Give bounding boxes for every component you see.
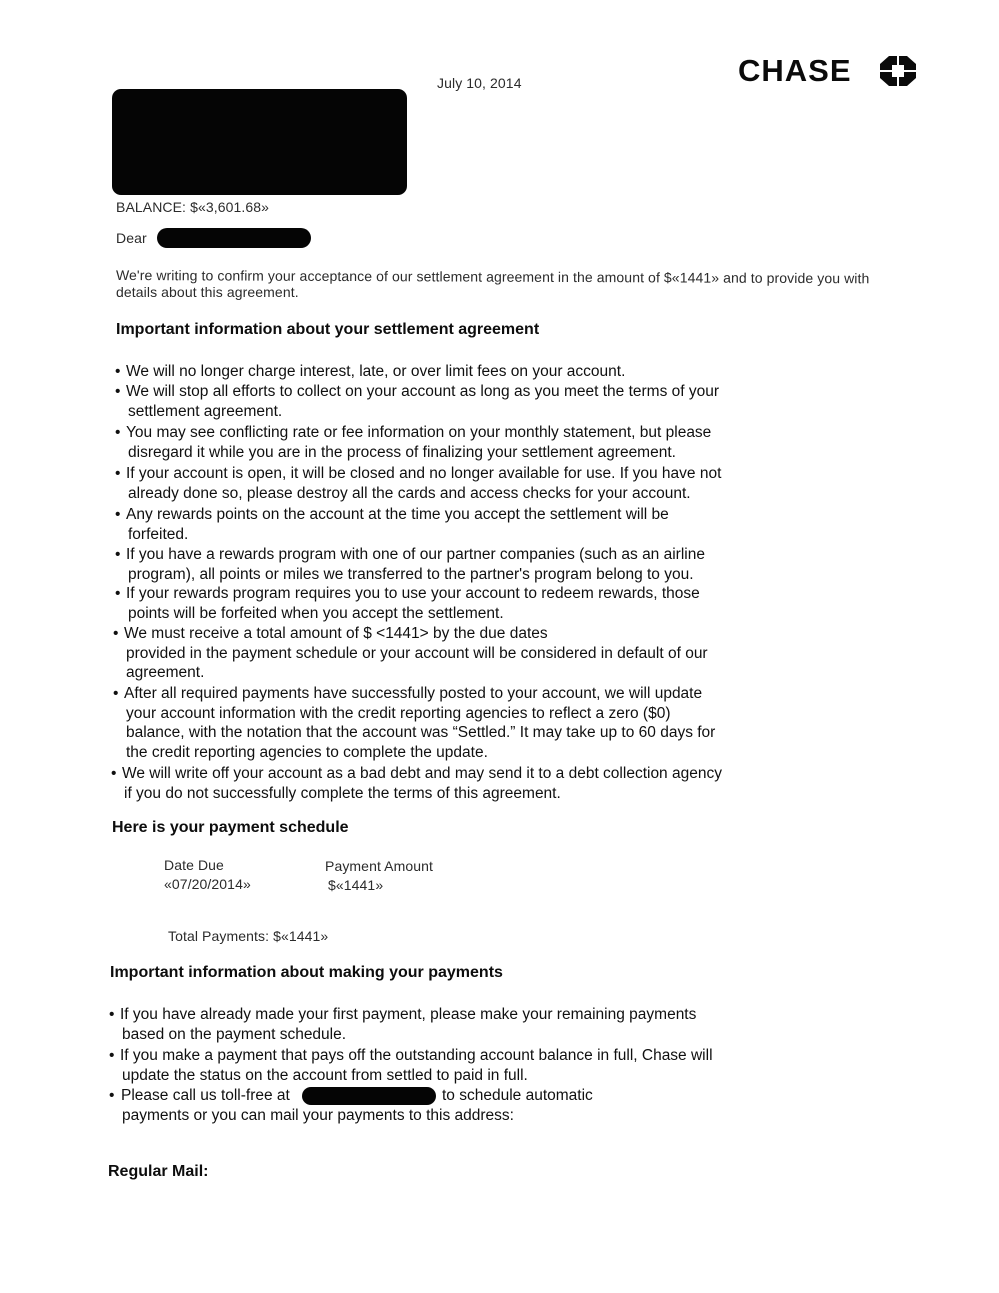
bullet-dot: • bbox=[115, 383, 121, 400]
redacted-phone bbox=[302, 1087, 436, 1105]
bullet-item bbox=[109, 1046, 713, 1085]
bullet-line: Any rewards points on the account at the time you accept the settlement will be bbox=[126, 506, 669, 523]
bullet-item bbox=[111, 764, 722, 803]
schedule-row-amount: $«1441» bbox=[328, 877, 384, 893]
bullet-line: If your account is open, it will be closed and no longer available for use. If you have not bbox=[126, 465, 722, 482]
balance-label: BALANCE: bbox=[116, 199, 187, 215]
bullet-line: your account information with the credit reporting agencies to reflect a zero ($0) bbox=[126, 704, 671, 722]
bullet-dot: • bbox=[109, 1047, 115, 1064]
bullet-line: You may see conflicting rate or fee information on your monthly statement, but please bbox=[126, 424, 712, 441]
bullet-dot: • bbox=[115, 465, 121, 482]
bullet-item bbox=[115, 362, 625, 382]
bullet-line: We will write off your account as a bad debt and may send it to a debt collection agency bbox=[122, 765, 722, 782]
bullet-dot: • bbox=[109, 1006, 115, 1023]
bullet-item bbox=[109, 1005, 696, 1044]
bullet-line: If you have already made your first payment, please make your remaining payments bbox=[120, 1006, 697, 1023]
bullet-item bbox=[115, 464, 721, 503]
balance-line bbox=[116, 199, 269, 215]
bullet-dot: • bbox=[115, 363, 121, 380]
bullet-line: the credit reporting agencies to complete the update. bbox=[126, 743, 488, 761]
salutation: Dear bbox=[116, 230, 147, 246]
regular-mail-heading: Regular Mail: bbox=[108, 1163, 209, 1180]
bullet-dot: • bbox=[109, 1087, 115, 1104]
bullet-line: already done so, please destroy all the cards and access checks for your account. bbox=[128, 484, 691, 502]
col-date-due: Date Due bbox=[164, 857, 224, 873]
bullet-item bbox=[113, 684, 715, 762]
bullet-line: We will stop all efforts to collect on your account as long as you meet the terms of your bbox=[126, 383, 720, 400]
bullet-line: forfeited. bbox=[128, 525, 189, 543]
chase-octagon-icon bbox=[880, 56, 916, 86]
payments-heading: Important information about making your payments bbox=[110, 964, 503, 981]
bullet-line: We must receive a total amount of $ <1441> by the due dates bbox=[124, 625, 548, 642]
bullet-item bbox=[115, 584, 700, 623]
bullet-dot: • bbox=[115, 546, 121, 563]
call-prefix: Please call us toll-free at bbox=[121, 1087, 290, 1104]
bullet-item bbox=[115, 505, 669, 544]
total-payments bbox=[168, 928, 328, 944]
bullet-line: settlement agreement. bbox=[128, 402, 283, 420]
schedule-row-date: «07/20/2014» bbox=[164, 876, 251, 892]
call-suffix: to schedule automatic bbox=[442, 1087, 593, 1104]
bullet-line: disregard it while you are in the process of finalizing your settlement agreement. bbox=[128, 443, 676, 461]
bullet-item bbox=[113, 624, 708, 683]
bullet-dot: • bbox=[111, 765, 117, 782]
bullet-line: based on the payment schedule. bbox=[122, 1025, 347, 1043]
bullet-line: program), all points or miles we transferred to the partner's program belong to you. bbox=[128, 565, 694, 583]
bullet-dot: • bbox=[115, 424, 121, 441]
total-payments-label: Total Payments: bbox=[168, 928, 270, 944]
bullet-dot: • bbox=[115, 585, 121, 602]
intro-line-1: We're writing to confirm your acceptance of our settlement agreement in the amount of $«1441» and to provide you with bbox=[115, 267, 870, 287]
settlement-heading: Important information about your settlement agreement bbox=[116, 321, 540, 338]
bullet-line: If you have a rewards program with one of our partner companies (such as an airline bbox=[126, 546, 705, 563]
bullet-line: We will no longer charge interest, late, or over limit fees on your account. bbox=[126, 363, 626, 380]
bullet-dot: • bbox=[115, 506, 121, 523]
balance-value: $«3,601.68» bbox=[190, 199, 270, 215]
bullet-line: update the status on the account from settled to paid in full. bbox=[122, 1066, 528, 1084]
intro-line-2: details about this agreement. bbox=[116, 284, 299, 300]
letter-date: July 10, 2014 bbox=[437, 75, 522, 91]
bullet-line: points will be forfeited when you accept the settlement. bbox=[128, 604, 504, 622]
bullet-line: balance, with the notation that the account was “Settled.” It may take up to 60 days for bbox=[126, 724, 716, 741]
brand-wordmark: CHASE bbox=[738, 53, 852, 88]
bullet-line: If you make a payment that pays off the outstanding account balance in full, Chase will bbox=[120, 1047, 713, 1064]
bullet-line: If your rewards program requires you to use your account to redeem rewards, those bbox=[126, 585, 700, 602]
redacted-address-block bbox=[112, 89, 407, 195]
bullet-line: agreement. bbox=[126, 664, 205, 681]
total-payments-value: $«1441» bbox=[273, 928, 329, 944]
redacted-name bbox=[157, 228, 311, 248]
bullet-item bbox=[115, 423, 711, 462]
bullet-line: provided in the payment schedule or your account will be considered in default of our bbox=[126, 644, 708, 662]
bullet-line: if you do not successfully complete the terms of this agreement. bbox=[124, 784, 561, 802]
bullet-line: After all required payments have successfully posted to your account, we will update bbox=[124, 685, 703, 702]
bullet-item bbox=[115, 545, 705, 584]
col-payment-amount: Payment Amount bbox=[325, 858, 434, 874]
bullet-dot: • bbox=[113, 625, 119, 642]
bullet-item bbox=[115, 382, 719, 421]
schedule-heading: Here is your payment schedule bbox=[112, 819, 349, 836]
call-line-2: payments or you can mail your payments to this address: bbox=[122, 1106, 514, 1124]
bullet-dot: • bbox=[113, 685, 119, 702]
